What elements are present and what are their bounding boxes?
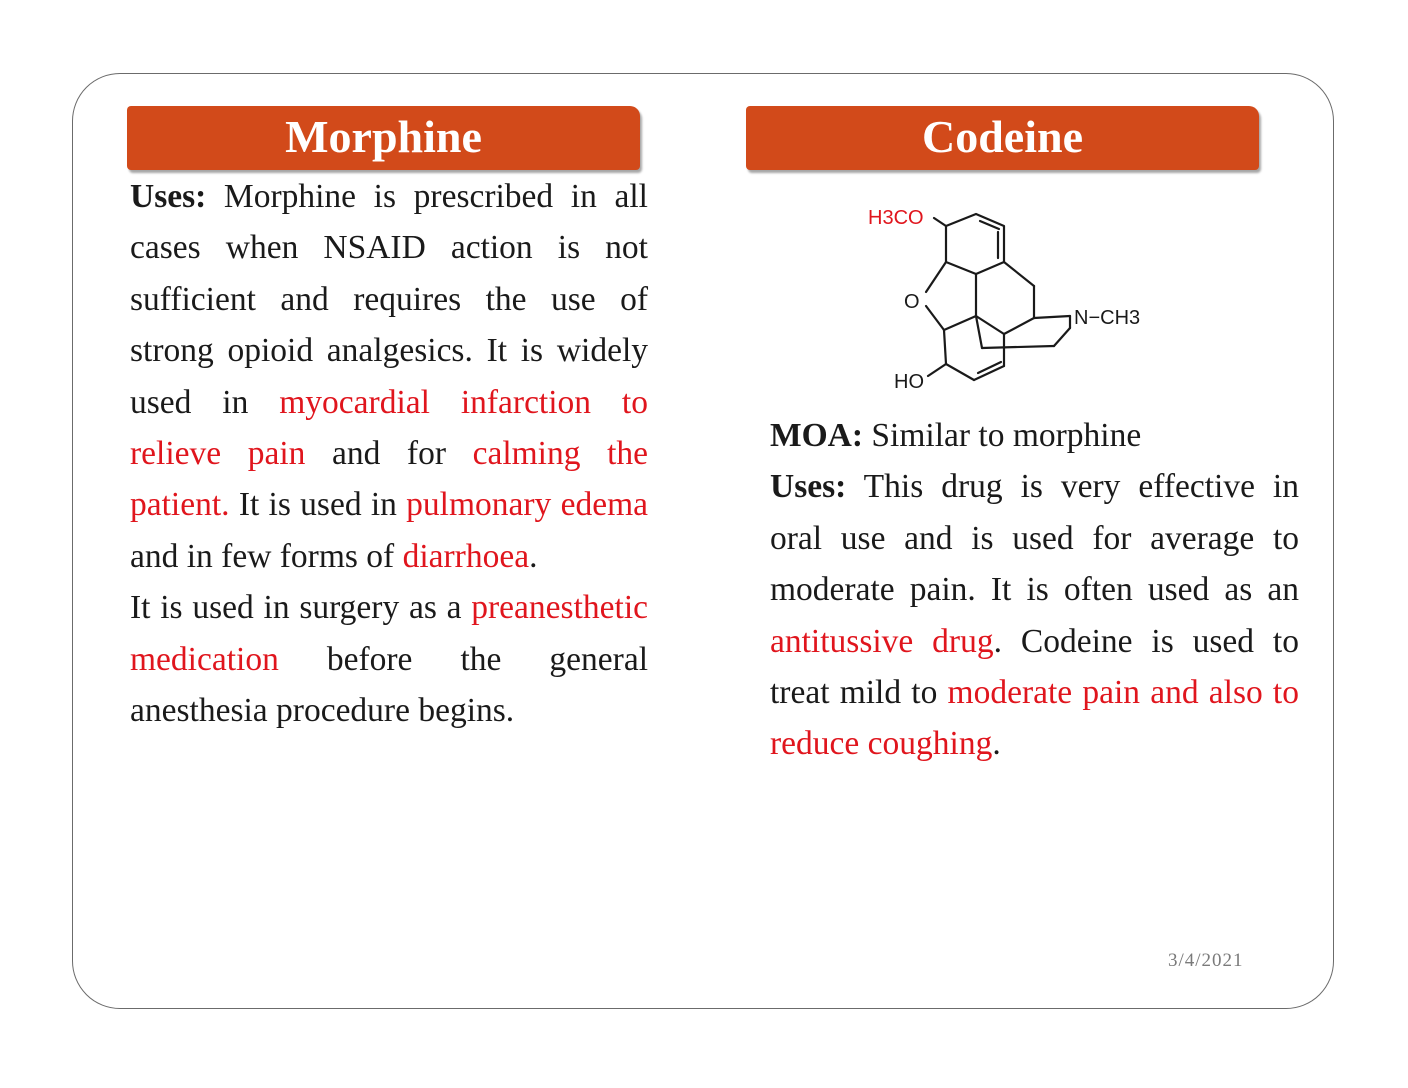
codeine-moa-paragraph <box>770 410 1299 461</box>
morphine-uses-label: Uses: <box>130 178 207 215</box>
morphine-p2-text-1: It is used in surgery as a <box>130 589 472 627</box>
morphine-highlight-preanesthetic: preanesthetic medication <box>130 589 648 678</box>
morphine-surgery-paragraph <box>130 582 648 736</box>
codeine-title-banner <box>746 106 1259 170</box>
codeine-moa-label: MOA: <box>770 417 864 454</box>
hydroxyl-label: HO <box>894 371 924 393</box>
codeine-title: Codeine <box>922 111 1083 162</box>
codeine-uses-paragraph <box>770 461 1299 769</box>
morphine-title-banner <box>127 106 640 170</box>
morphine-text-1: Morphine is prescribed in all cases when NSAID action is not sufficient and requires the use of strong opioid analgesics. It is widely used in <box>130 178 648 421</box>
n-methyl-label: N−CH3 <box>1074 307 1141 329</box>
codeine-text-1: This drug is very effective in oral use and is used for average to moderate pain. It is often used as an <box>770 468 1299 609</box>
morphine-uses-paragraph <box>130 171 648 582</box>
morphine-text-4: and in few forms of <box>130 537 403 575</box>
morphine-text-2: and for <box>305 435 473 473</box>
morphine-column <box>130 171 648 736</box>
codeine-structure-diagram <box>862 196 1162 396</box>
methoxy-label: H3CO <box>868 207 924 229</box>
morphine-highlight-diarrhoea: diarrhoea <box>402 537 530 575</box>
morphine-highlight-mi: myocardial infarction to relieve pain <box>130 383 648 473</box>
codeine-moa-text: Similar to morphine <box>863 417 1142 454</box>
codeine-uses-label: Uses: <box>770 468 847 506</box>
morphine-title: Morphine <box>285 111 482 162</box>
morphine-text-3: It is used in <box>229 486 407 524</box>
codeine-text-2: . Codeine is used to treat mild to <box>770 622 1299 712</box>
morphine-highlight-calming: calming the patient. <box>130 435 648 524</box>
oxygen-label: O <box>904 291 920 313</box>
codeine-highlight-antitussive: antitussive drug <box>770 622 994 660</box>
morphine-highlight-edema: pulmonary edema <box>406 486 648 524</box>
codeine-text-3: . <box>992 725 1001 763</box>
morphine-p2-text-2: before the general anesthesia procedure begins. <box>130 640 648 730</box>
slide-date: 3/4/2021 <box>1168 950 1244 971</box>
codeine-column <box>770 410 1299 770</box>
morphine-text-5: . <box>529 537 538 575</box>
codeine-highlight-coughing: moderate pain and also to reduce coughing <box>770 674 1299 763</box>
